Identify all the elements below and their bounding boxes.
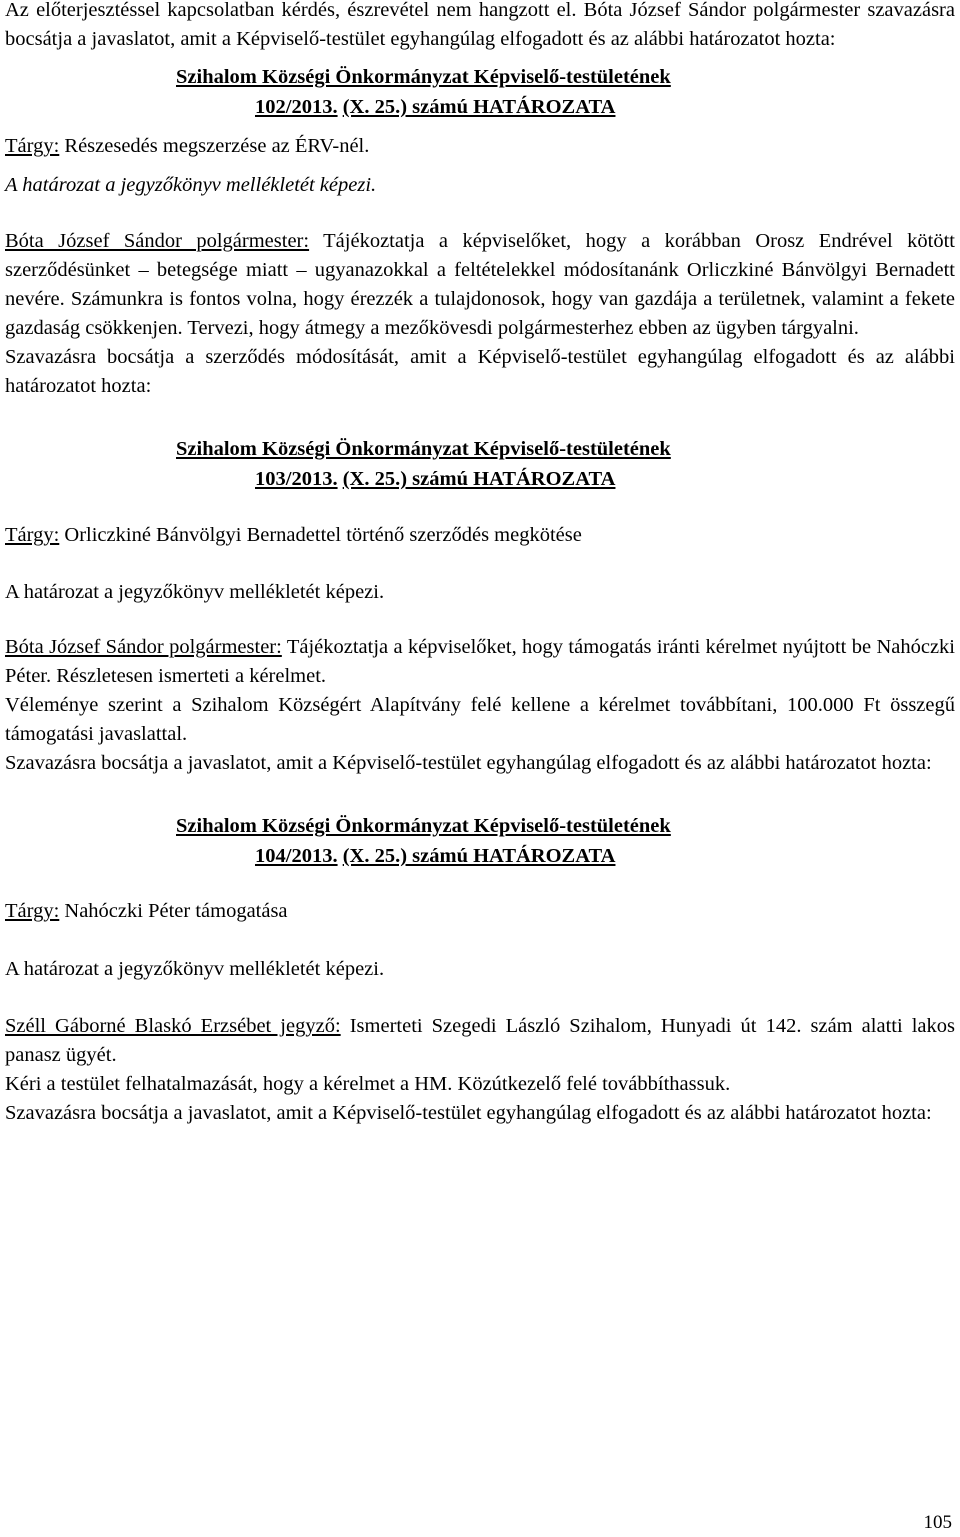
resolution-subject-103 bbox=[5, 521, 955, 550]
resolution-number-line bbox=[176, 92, 786, 122]
speaker-name: Széll Gáborné Blaskó Erzsébet jegyző: bbox=[5, 1015, 341, 1037]
subject-label: Tárgy: bbox=[5, 135, 60, 157]
resolution-subject-104 bbox=[5, 897, 955, 926]
council-name: Szihalom Községi Önkormányzat Képviselő-testületének bbox=[176, 438, 671, 460]
vote-paragraph-3: Szavazásra bocsátja a javaslatot, amit a Képviselő-testület egyhangúlag elfogadott és az alábbi határozatot hozta: bbox=[5, 1102, 932, 1124]
vote-paragraph-2: Szavazásra bocsátja a javaslatot, amit a Képviselő-testület egyhangúlag elfogadott és az alábbi határozatot hozta: bbox=[5, 752, 932, 774]
speech-paragraph-1 bbox=[5, 227, 955, 343]
vote-paragraph-1: Szavazásra bocsátja a szerződés módosítását, amit a Képviselő-testület egyhangúlag elfogadott és az alábbi határozatot hozta: bbox=[5, 346, 955, 397]
speech-text: Tájékoztatja a képviselőket, hogy a korábban Orosz Endrével kötött szerződésünket – betegsége miatt – ugyanazokkal a feltételekkel módosítanánk Orliczkiné Bánvölgyi Bernadett nevére. Számunkra is fontos volna, hogy érezzék a tulajdonosok, hogy van gazdája a területnek, valamint a fekete gazdaság csökkenjen. Tervezi, hogy átmegy a mezőkövesdi polgármesterhez ebben az ügyben tárgyalni. bbox=[5, 230, 956, 339]
subject-label: Tárgy: bbox=[5, 524, 60, 546]
resolution-heading-102 bbox=[176, 62, 786, 122]
speaker-name: Bóta József Sándor polgármester: bbox=[5, 230, 310, 252]
page-number: 105 bbox=[923, 1512, 952, 1533]
council-name: Szihalom Községi Önkormányzat Képviselő-testületének bbox=[176, 815, 671, 837]
resolution-number: 102/2013. bbox=[255, 96, 338, 118]
resolution-subject-102 bbox=[5, 132, 955, 161]
subject-text: Részesedés megszerzése az ÉRV-nél. bbox=[64, 135, 370, 157]
annex-note-103: A határozat a jegyzőkönyv mellékletét képezi. bbox=[5, 581, 385, 603]
document-page bbox=[5, 0, 955, 1128]
subject-label: Tárgy: bbox=[5, 900, 60, 922]
speech-paragraph-2b: Véleménye szerint a Szihalom Községért Alapítvány felé kellene a kérelmet továbbítani, 100.000 Ft összegű támogatási javaslattal. bbox=[5, 694, 955, 745]
resolution-number: 103/2013. bbox=[255, 468, 338, 490]
annex-note-104: A határozat a jegyzőkönyv mellékletét képezi. bbox=[5, 958, 385, 980]
speech-paragraph-2 bbox=[5, 633, 955, 691]
subject-text: Orliczkiné Bánvölgyi Bernadettel történő szerződés megkötése bbox=[64, 524, 582, 546]
speaker-name: Bóta József Sándor polgármester: bbox=[5, 636, 282, 658]
resolution-date: (X. 25.) számú HATÁROZATA bbox=[342, 468, 616, 490]
speech-paragraph-3b: Kéri a testület felhatalmazását, hogy a kérelmet a HM. Közútkezelő felé továbbíthassuk. bbox=[5, 1073, 731, 1095]
resolution-heading-104 bbox=[176, 811, 786, 871]
council-name: Szihalom Községi Önkormányzat Képviselő-testületének bbox=[176, 66, 671, 88]
resolution-number-line bbox=[176, 464, 786, 494]
subject-text: Nahóczki Péter támogatása bbox=[64, 900, 288, 922]
annex-note-102: A határozat a jegyzőkönyv mellékletét képezi. bbox=[5, 174, 377, 196]
speech-text: Tájékoztatja a képviselőket, hogy támogatás iránti kérelmet nyújtott be Nahóczki Péter. Részletesen ismerteti a kérelmet. bbox=[5, 636, 955, 687]
intro-paragraph: Az előterjesztéssel kapcsolatban kérdés, észrevétel nem hangzott el. Bóta József Sándor polgármester szavazásra bocsátja a javaslatot, amit a Képviselő-testület egyhangúlag elfogadott és az alábbi határozatot hozta: bbox=[5, 0, 955, 50]
resolution-number-line bbox=[176, 841, 786, 871]
resolution-heading-103 bbox=[176, 434, 786, 494]
resolution-date: (X. 25.) számú HATÁROZATA bbox=[342, 845, 616, 867]
speech-paragraph-3 bbox=[5, 1012, 955, 1070]
resolution-number: 104/2013. bbox=[255, 845, 338, 867]
speech-text: Ismerteti Szegedi László Szihalom, Hunyadi út 142. szám alatti lakos panasz ügyét. bbox=[5, 1015, 955, 1066]
resolution-date: (X. 25.) számú HATÁROZATA bbox=[342, 96, 616, 118]
